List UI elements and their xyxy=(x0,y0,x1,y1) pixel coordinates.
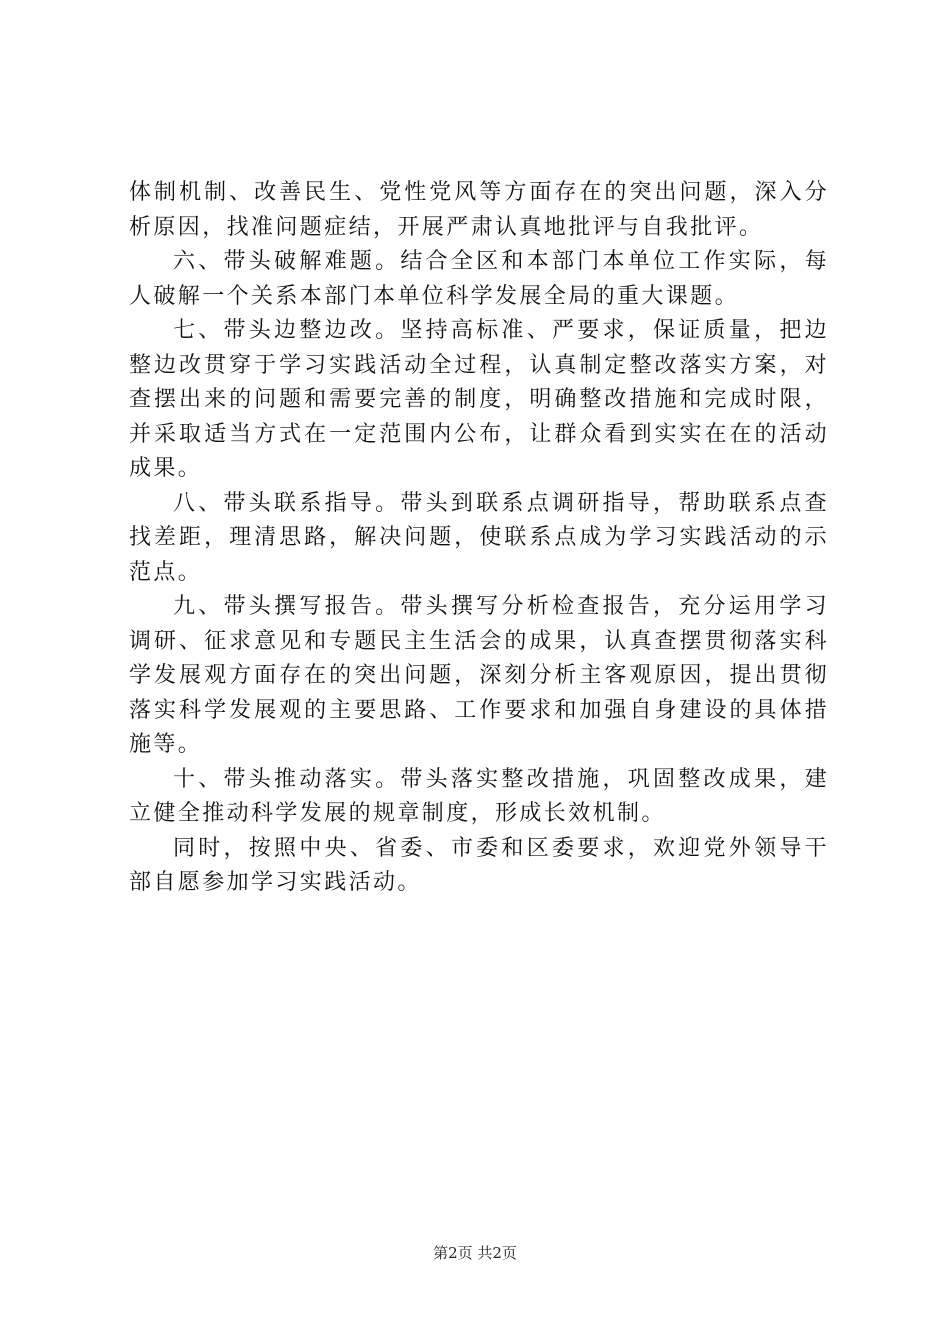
paragraph-item-10: 十、带头推动落实。带头落实整改措施，巩固整改成果，建立健全推动科学发展的规章制度，形成长效机制。 xyxy=(129,766,829,826)
page-footer: 第2页 共2页 xyxy=(433,1244,517,1262)
paragraph-item-9: 九、带头撰写报告。带头撰写分析检查报告，充分运用学习调研、征求意见和专题民主生活会的成果，认真查摆贯彻落实科学发展观方面存在的突出问题，深刻分析主客观原因，提出贯彻落实科学发展观的主要思路、工作要求和加强自身建设的具体措施等。 xyxy=(129,594,829,757)
paragraph-closing: 同时，按照中央、省委、市委和区委要求，欢迎党外领导干部自愿参加学习实践活动。 xyxy=(129,835,829,895)
paragraph-item-8: 八、带头联系指导。带头到联系点调研指导，帮助联系点查找差距，理清思路，解决问题，使联系点成为学习实践活动的示范点。 xyxy=(129,490,829,585)
document-body xyxy=(129,176,829,901)
paragraph-continuation: 体制机制、改善民生、党性党风等方面存在的突出问题，深入分析原因，找准问题症结，开展严肃认真地批评与自我批评。 xyxy=(129,180,829,240)
paragraph-item-7: 七、带头边整边改。坚持高标准、严要求，保证质量，把边整边改贯穿于学习实践活动全过程，认真制定整改落实方案，对查摆出来的问题和需要完善的制度，明确整改措施和完成时限，并采取适当方式在一定范围内公布，让群众看到实实在在的活动成果。 xyxy=(129,318,829,481)
paragraph-item-6: 六、带头破解难题。结合全区和本部门本单位工作实际，每人破解一个关系本部门本单位科学发展全局的重大课题。 xyxy=(129,249,829,309)
